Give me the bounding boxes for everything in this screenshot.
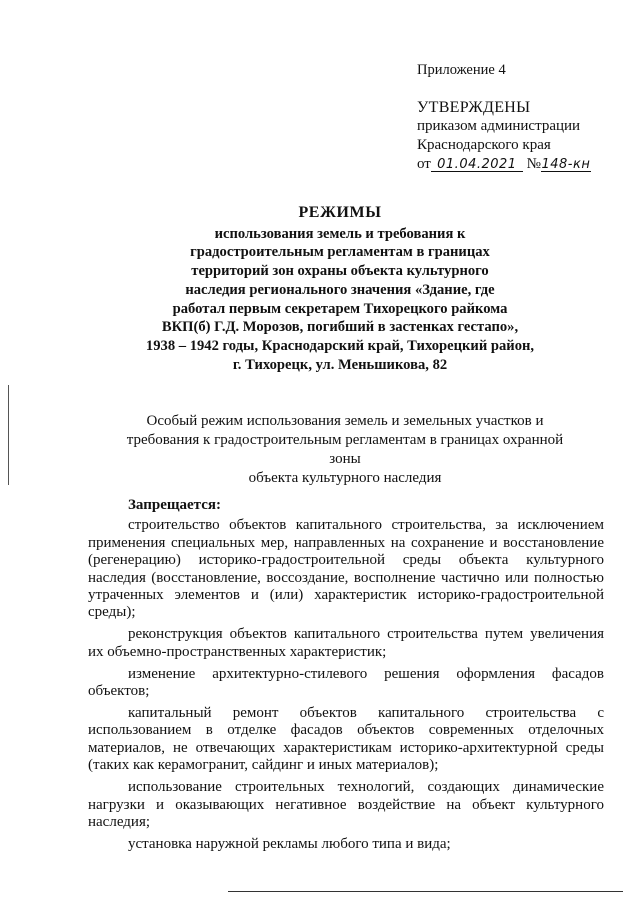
title-line: наследия регионального значения «Здание, где	[185, 281, 495, 298]
title-line: работал первым секретарем Тихорецкого райкома	[172, 300, 508, 317]
subtitle-line: объекта культурного наследия	[248, 470, 442, 486]
page-bottom-rule	[228, 891, 623, 892]
title-main: РЕЖИМЫ	[298, 204, 382, 221]
title-line: г. Тихорецк, ул. Меньшикова, 82	[232, 356, 448, 373]
subtitle-line: Особый режим использования земель и земельных участков и	[146, 413, 544, 429]
title-line: ВКП(б) Г.Д. Морозов, погибший в застенках гестапо»,	[161, 319, 519, 336]
handwritten-date: 01.04.2021	[431, 158, 523, 172]
title-line: 1938 – 1942 годы, Краснодарский край, Тихорецкий район,	[145, 337, 535, 354]
body-paragraph: изменение архитектурно-стилевого решения оформления фасадов объектов;	[88, 665, 604, 700]
section-subtitle	[110, 412, 580, 488]
body-paragraph: строительство объектов капитального строительства, за исключением применения специальных мер, направленных на сохранение и восстановление (регенерацию) историко-градостроительной среды объекта культурного наследия (восстановление, воссоздание, восполнение частично или полностью утраченных элементов и (или) характеристик историко-градостроительной среды);	[88, 517, 604, 621]
date-prefix: от	[417, 156, 431, 172]
title-line: использования земель и требования к	[214, 225, 466, 242]
handwritten-number: 148-кн	[541, 157, 591, 172]
prohibited-label: Запрещается:	[128, 497, 222, 513]
title-line: градостроительным регламентам в границах	[190, 244, 490, 261]
approval-block	[417, 98, 591, 174]
approved-line-1: приказом администрации	[417, 118, 581, 134]
approved-line-2: Краснодарского края	[417, 137, 551, 153]
approved-title: УТВЕРЖДЕНЫ	[417, 99, 531, 116]
number-prefix: №	[526, 156, 541, 172]
body-paragraph: реконструкция объектов капитального строительства путем увеличения их объемно-пространственных характеристик;	[88, 626, 604, 660]
body-paragraph: капитальный ремонт объектов капитального строительства с использованием в отделке фасадов объектов современных отделочных материалов, не отвечающих характеристикам историко-архитектурной среды (таких как керамогранит, сайдинг и иных материалов);	[88, 704, 604, 774]
appendix-label: Приложение 4	[417, 62, 506, 78]
scan-margin-line	[8, 385, 9, 485]
document-body	[88, 497, 604, 858]
title-line: территорий зон охраны объекта культурного	[191, 263, 489, 280]
body-paragraph: использование строительных технологий, создающих динамические нагрузки и оказывающих негативное воздействие на объект культурного наследия;	[88, 779, 604, 830]
body-paragraph: установка наружной рекламы любого типа и вида;	[128, 835, 451, 852]
document-title	[120, 204, 560, 374]
subtitle-line: требования к градостроительным регламентам в границах охранной зоны	[126, 432, 564, 467]
approval-date-number-line	[417, 155, 591, 174]
